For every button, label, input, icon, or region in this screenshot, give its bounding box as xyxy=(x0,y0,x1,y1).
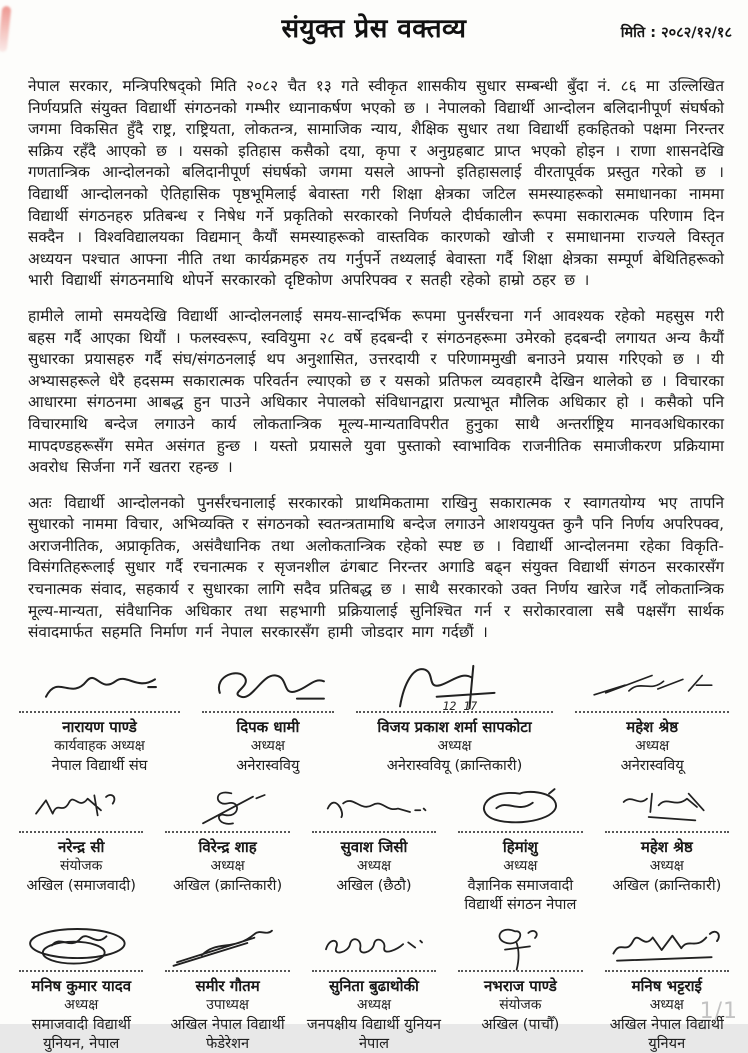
signatory-org: अखिल (क्रान्तिकारी) xyxy=(173,876,283,894)
signatory-org: समाजवादी विद्यार्थी युनियन, नेपाल xyxy=(31,1015,131,1052)
signatory-name: मनिष कुमार यादव xyxy=(31,976,132,995)
signatory-role: अध्यक्ष xyxy=(64,996,99,1013)
statement-body xyxy=(0,60,748,644)
signatory-name: महेश श्रेष्ठ xyxy=(640,837,693,856)
signatory-org: अखिल नेपाल विद्यार्थी युनियन xyxy=(609,1015,724,1052)
signature-scribble xyxy=(304,782,444,836)
signature-row-1 xyxy=(8,662,740,775)
signatory-name: समीर गौतम xyxy=(195,976,260,995)
signatory-role: अध्यक्ष xyxy=(210,857,245,874)
signatory-name: नरेन्द्र सी xyxy=(58,837,105,856)
signatory-name: विरेन्द्र शाह xyxy=(198,837,257,856)
document-date: मिति : २०८२/१२/१८ xyxy=(620,25,732,41)
signatory-role: अध्यक्ष xyxy=(250,737,285,754)
signatory-org: अखिल (पाचौँ) xyxy=(481,1015,560,1033)
signature-section xyxy=(0,658,748,1053)
signature-scribble xyxy=(11,782,151,836)
signatory-block xyxy=(447,782,593,914)
signatory-role: अध्यक्ष xyxy=(635,737,670,754)
signatory-block xyxy=(301,921,447,1053)
signatory-org: अखिल (क्रान्तिकारी) xyxy=(612,876,722,894)
signature-scribble xyxy=(597,782,737,836)
signatory-role: अध्यक्ष xyxy=(503,857,538,874)
signatory-block xyxy=(345,662,565,775)
signatory-role: अध्यक्ष xyxy=(437,737,472,754)
signatory-org: अनेरास्ववियू (क्रान्तिकारी) xyxy=(386,756,523,774)
page-title: संयुक्त प्रेस वक्तव्य xyxy=(281,14,467,44)
signature-scribble xyxy=(304,921,444,975)
signatory-org: अखिल (समाजवादी) xyxy=(26,876,136,894)
signatory-name: मनिष भट्टराई xyxy=(631,976,702,995)
signatory-name: हिमांशु xyxy=(502,837,538,856)
signature-scribble xyxy=(450,921,590,975)
signatory-block xyxy=(564,662,740,775)
paragraph-1: नेपाल सरकार, मन्त्रिपरिषद्को मिति २०८२ चैत १३ गते स्वीकृत शासकीय सुधार सम्बन्धी बुँदा नं. ८६ मा उल्लिखित निर्णयप्रति संयुक्त विद्यार्थी संगठनको गम्भीर ध्यानाकर्षण भएको छ । नेपालको विद्यार्थी आन्दोलन बलिदानीपूर्ण संघर्षको जगमा विकसित हुँदै राष्ट्र, राष्ट्रियता, लोकतन्त्र, सामाजिक न्याय, शैक्षिक सुधार तथा विद्यार्थी हकहितको पक्षमा निरन्तर सक्रिय रहँदै आएको छ । यसको इतिहास कसैको दया, कृपा र अनुग्रहबाट प्राप्त भएको होइन । राणा शासनदेखि गणतान्त्रिक आन्दोलनको बलिदानीपूर्ण संघर्षको जगमा यसले आफ्नो इतिहासलाई वीरतापूर्वक प्रस्तुत गरेको छ । विद्यार्थी आन्दोलनको ऐतिहासिक पृष्ठभूमिलाई बेवास्ता गरी शिक्षा क्षेत्रका जटिल समस्याहरूको समाधानका नाममा विद्यार्थी संगठनहरु प्रतिबन्ध र निषेध गर्ने प्रकृतिको सरकारको निर्णयले दीर्घकालीन रूपमा सकारात्मक परिणाम दिन सक्दैन । विश्वविद्यालयका विद्यमान् कैयौं समस्याहरूको वास्तविक कारणको खोजी र समाधानमा राज्यले विस्तृत अध्ययन पश्चात आफ्ना नीति तथा कार्यक्रमहरु तय गर्नुपर्ने तथ्यलाई बेवास्ता गर्दै शिक्षा क्षेत्रका सम्पूर्ण बेथितिहरूको भारी विद्यार्थी संगठनमाथि थोपर्ने सरकारको दृष्टिकोण अपरिपक्व र सतही रहेको हाम्रो ठहर छ । xyxy=(28,77,724,290)
signature-scribble xyxy=(450,782,590,836)
signatory-role: उपाध्यक्ष xyxy=(206,996,249,1013)
signatory-name: सुवाश जिसी xyxy=(340,837,408,856)
signatory-block xyxy=(8,782,154,914)
signatory-block xyxy=(301,782,447,914)
signatory-block xyxy=(8,921,154,1053)
page-number-indicator: 1/1 xyxy=(699,999,738,1024)
signature-scribble xyxy=(157,782,297,836)
signatory-name: सुनिता बुढाथोकी xyxy=(329,976,419,995)
signature-scribble xyxy=(597,921,737,975)
signature-row-2 xyxy=(8,782,740,914)
signatory-name: विजय प्रकाश शर्मा सापकोटा xyxy=(377,717,532,736)
signature-row-3 xyxy=(8,921,740,1053)
signatory-block xyxy=(447,921,593,1053)
signature-scribble xyxy=(194,662,342,716)
document-header xyxy=(0,0,748,60)
signatory-org: अखिल (छैठौ) xyxy=(336,876,412,894)
signatory-org: अनेरास्ववियू xyxy=(620,756,684,774)
signatory-role: कार्यवाहक अध्यक्ष xyxy=(54,737,145,754)
signature-scribble xyxy=(157,921,297,975)
signatory-block xyxy=(594,921,740,1053)
signatory-name: महेश श्रेष्ठ xyxy=(626,717,679,736)
signature-scribble xyxy=(348,662,562,716)
signatory-name: नभराज पाण्डे xyxy=(483,976,557,995)
signatory-org: नेपाल विद्यार्थी संघ xyxy=(51,756,148,774)
signatory-org: वैज्ञानिक समाजवादी विद्यार्थी संगठन नेपाल xyxy=(464,876,577,913)
paragraph-3: अतः विद्यार्थी आन्दोलनको पुनर्संरचनालाई सरकारको प्राथमिकतामा राखिनु सकारात्मक र स्वागतयोग्य भए तापनि सुधारको नाममा विचार, अभिव्यक्ति र संगठनको स्वतन्त्रतामाथि बन्देज लगाउने आशययुक्त कुनै पनि निर्णय अपरिपक्व, अराजनीतिक, अप्राकृतिक, असंवैधानिक तथा अलोकतान्त्रिक रहेको स्पष्ट छ । विद्यार्थी आन्दोलनमा रहेका विकृति-विसंगतिहरूलाई सुधार गर्दै रचनात्मक र सृजनशील ढंगबाट निरन्तर अगाडि बढ्न संयुक्त विद्यार्थी संगठन सरकारसँग रचनात्मक संवाद, सहकार्य र सुधारका लागि सदैव प्रतिबद्ध छ । साथै सरकारको उक्त निर्णय खारेज गर्दै लोकतान्त्रिक मूल्य-मान्यता, संवैधानिक अधिकार तथा सहभागी प्रक्रियालाई सुनिश्चित गर्न र सरोकारवाला सबै पक्षसँग सार्थक संवादमार्फत सहमति निर्माण गर्न नेपाल सरकारसँग हामी जोडदार माग गर्दछौं । xyxy=(28,493,724,642)
signatory-block xyxy=(191,662,345,775)
signatory-org: अनेरास्ववियु xyxy=(236,756,300,774)
signatory-role: संयोजक xyxy=(499,996,542,1013)
signatory-block xyxy=(8,662,191,775)
signature-date-note: 12 17 xyxy=(441,699,477,714)
signature-scribble xyxy=(11,921,151,975)
paragraph-2: हामीले लामो समयदेखि विद्यार्थी आन्दोलनलाई समय-सान्दर्भिक रूपमा पुनर्संरचना गर्न आवश्यक रहेको महसुस गरी बहस गर्दै आएका थियौं । फलस्वरूप, स्ववियुमा २८ वर्षे हदबन्दी र संगठनहरूमा उमेरको हदबन्दी लगायत अन्य कैयौं सुधारका प्रयासहरु गर्दै संघ/संगठनलाई थप अनुशासित, उत्तरदायी र परिणाममुखी बनाउने प्रयास गरिएको छ । यी अभ्यासहरूले धेरै हदसम्म सकारात्मक परिवर्तन ल्याएको छ र यसको प्रतिफल व्यवहारमै देखिन थालेको छ । विचारका आधारमा संगठनमा आबद्ध हुन पाउने अधिकार नेपालको संविधानद्वारा प्रत्याभूत मौलिक अधिकार हो । कसैको पनि विचारमाथि बन्देज लगाउने कार्य लोकतान्त्रिक मूल्य-मान्यताविपरीत हुनुका साथै अन्तर्राष्ट्रिय मानवअधिकारका मापदण्डहरूसँग समेत असंगत हुन्छ । यस्तो प्रयासले युवा पुस्ताको स्वाभाविक राजनीतिक समाजीकरण प्रक्रियामा अवरोध सिर्जना गर्ने खतरा रहन्छ । xyxy=(28,306,724,477)
signatory-block xyxy=(154,921,300,1053)
signatory-name: नारायण पाण्डे xyxy=(62,717,137,736)
signatory-name: दिपक धामी xyxy=(236,717,300,736)
signatory-role: अध्यक्ष xyxy=(649,996,684,1013)
signatory-role: संयोजक xyxy=(60,857,103,874)
signatory-org: जनपक्षीय विद्यार्थी युनियन नेपाल xyxy=(306,1015,442,1052)
signatory-role: अध्यक्ष xyxy=(649,857,684,874)
signatory-block xyxy=(594,782,740,914)
signatory-block xyxy=(154,782,300,914)
signatory-org: अखिल नेपाल विद्यार्थी फेडेरेशन xyxy=(170,1015,285,1052)
signatory-role: अध्यक्ष xyxy=(356,857,392,874)
signature-scribble xyxy=(567,662,737,716)
signatory-role: अध्यक्ष xyxy=(356,996,392,1013)
signature-scribble xyxy=(11,662,188,716)
